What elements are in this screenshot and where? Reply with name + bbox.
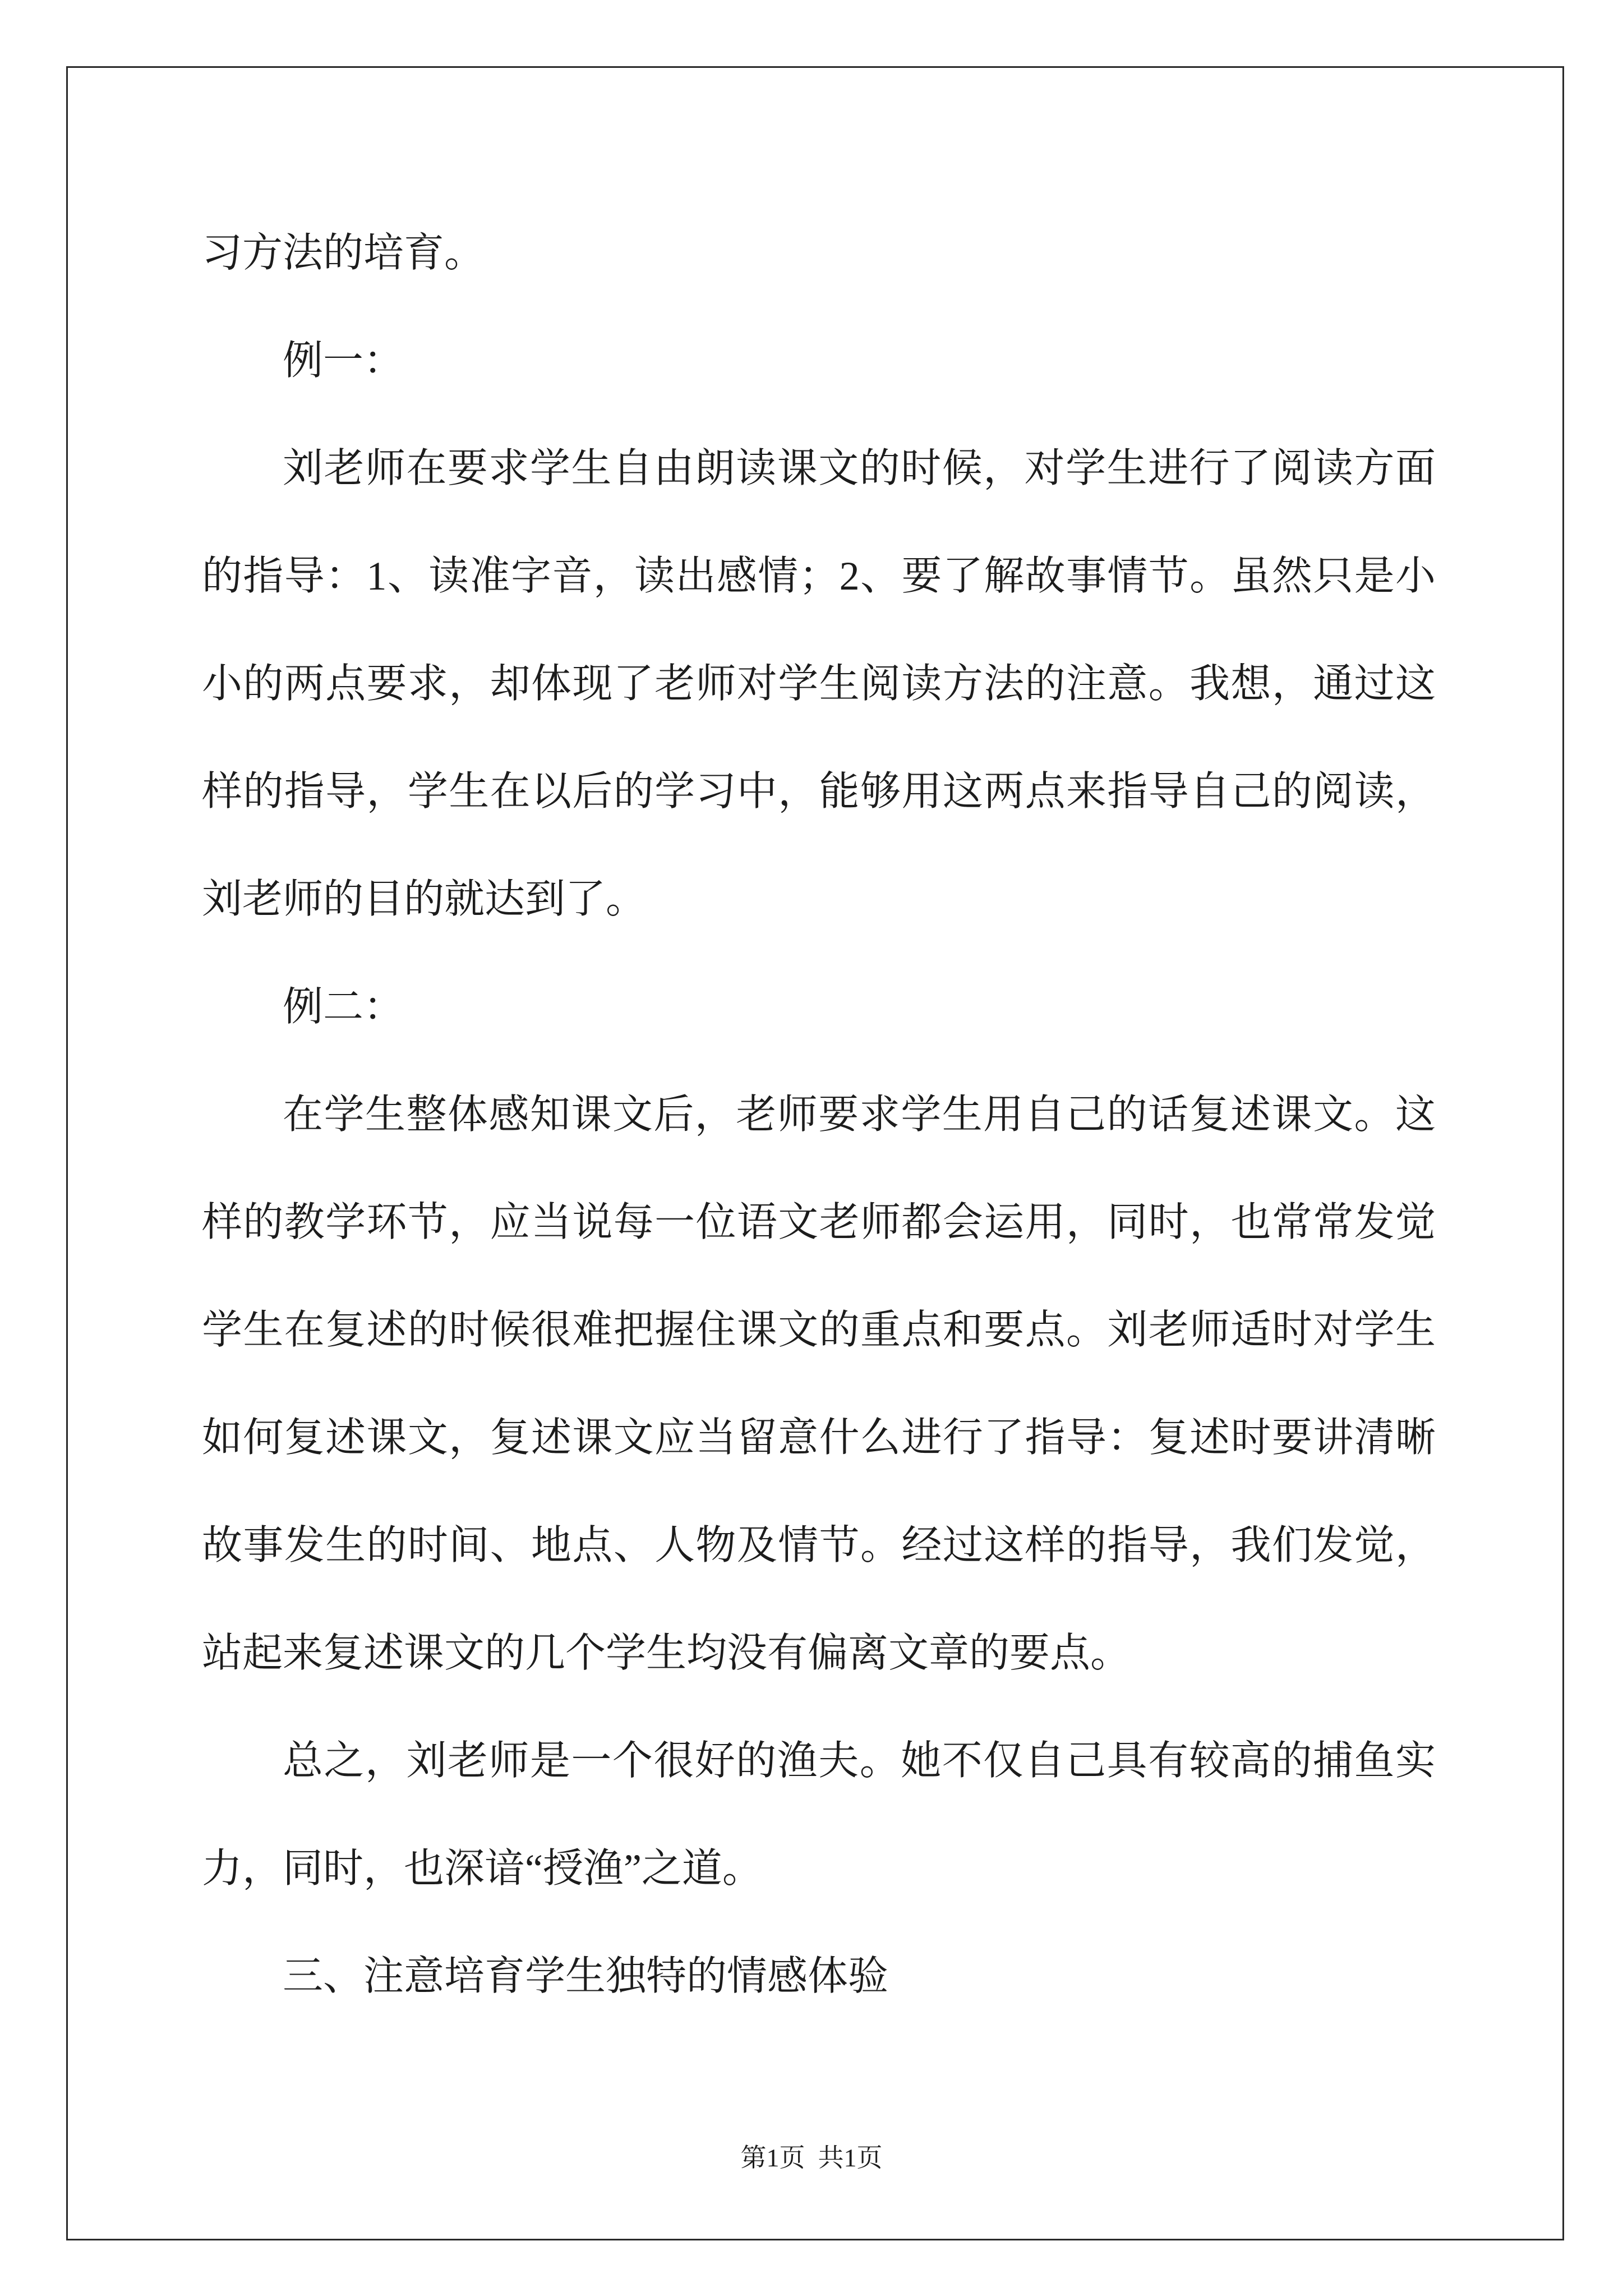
paragraph-line: 的指导：1、读准字音，读出感情；2、要了解故事情节。虽然只是小 <box>202 554 1436 599</box>
paragraph-line: 样的指导，学生在以后的学习中，能够用这两点来指导自己的阅读， <box>202 769 1436 814</box>
paragraph-line: 例二： <box>283 984 404 1029</box>
paragraph-line: 刘老师在要求学生自由朗读课文的时候，对学生进行了阅读方面 <box>283 446 1436 491</box>
paragraph-line: 三、注意培育学生独特的情感体验 <box>283 1954 889 1999</box>
paragraph-line: 学生在复述的时候很难把握住课文的重点和要点。刘老师适时对学生 <box>202 1308 1436 1352</box>
example-two-paragraph <box>202 1061 1436 1707</box>
paragraph-line: 在学生整体感知课文后，老师要求学生用自己的话复述课文。这 <box>283 1092 1436 1137</box>
paragraph-line: 力，同时，也深谙“授渔”之道。 <box>202 1846 763 1891</box>
paragraph-line: 小的两点要求，却体现了老师对学生阅读方法的注意。我想，通过这 <box>202 661 1436 706</box>
paragraph-line: 站起来复述课文的几个学生均没有偏离文章的要点。 <box>202 1631 1131 1676</box>
paragraph-line: 如何复述课文，复述课文应当留意什么进行了指导：复述时要讲清晰 <box>202 1415 1436 1460</box>
page-footer: 第1页 共1页 <box>740 2143 883 2172</box>
paragraph-line: 故事发生的时间、地点、人物及情节。经过这样的指导，我们发觉， <box>202 1523 1436 1568</box>
summary-paragraph <box>202 1707 1436 1922</box>
example-one-paragraph <box>202 415 1436 953</box>
example-two-heading <box>202 953 1436 1061</box>
paragraph-line: 总之，刘老师是一个很好的渔夫。她不仅自己具有较高的捕鱼实 <box>283 1738 1436 1783</box>
paragraph-line: 样的教学环节，应当说每一位语文老师都会运用，同时，也常常发觉 <box>202 1200 1436 1245</box>
paragraph-continuation <box>202 199 1436 307</box>
paragraph-line: 刘老师的目的就达到了。 <box>202 877 647 922</box>
example-one-heading <box>202 307 1436 415</box>
paragraph-line: 习方法的培育。 <box>202 231 485 275</box>
section-heading <box>202 1922 1436 2030</box>
paragraph-line: 例一： <box>283 338 404 383</box>
document-body <box>202 199 1436 2030</box>
